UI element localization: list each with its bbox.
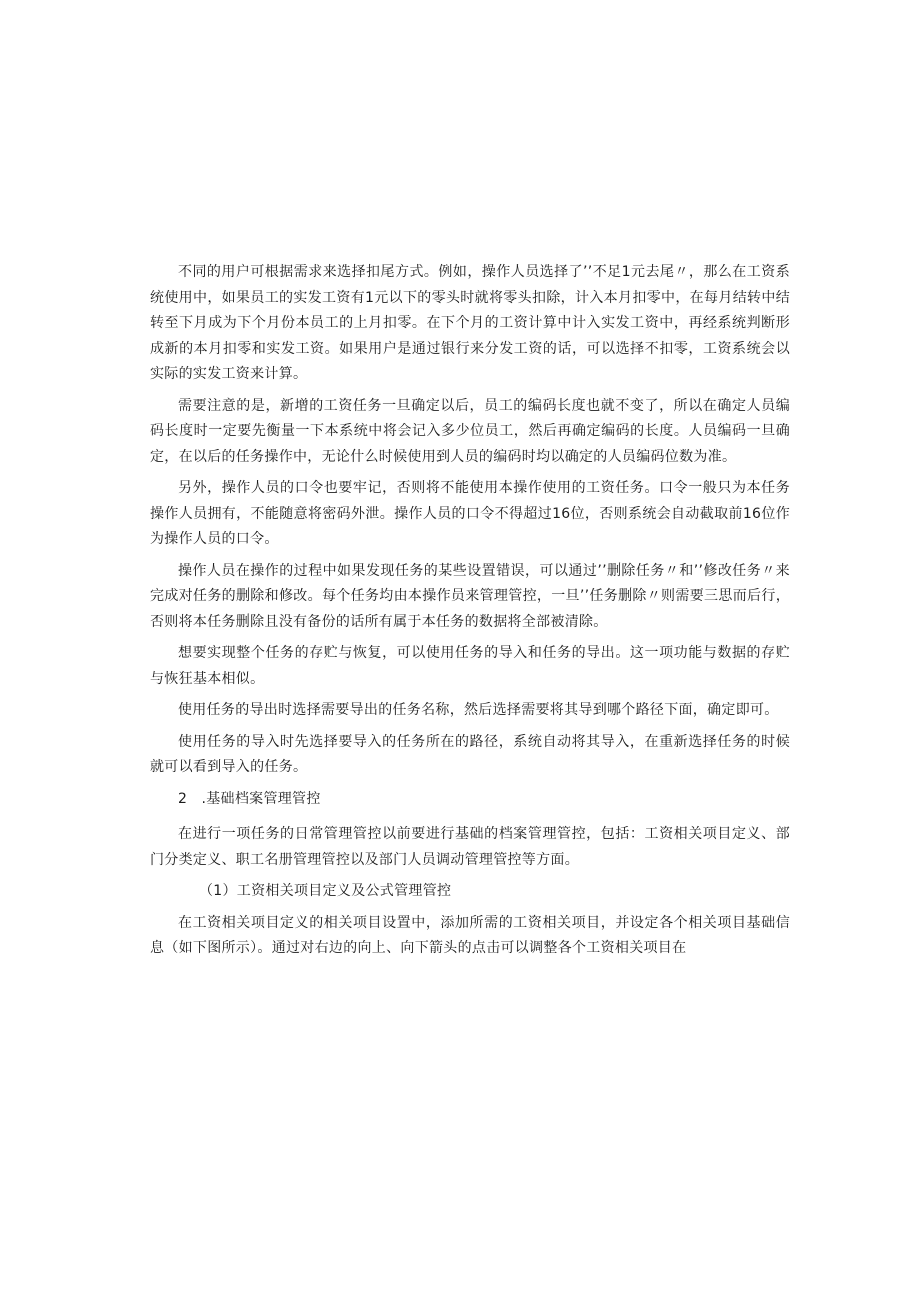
paragraph-deduction-method: 不同的用户可根据需求来选择扣尾方式。例如，操作人员选择了’’不足1元去尾〃，那么在工资系统使用中，如果员工的实发工资有1元以下的零头时就将零头扣除，计入本月扣零中，在每月结转中结转至下月成为下个月份本员工的上月扣零。在下个月的工资计算中计入实发工资中，再经系统判断形成新的本月扣零和实发工资。如果用户是通过银行来分发工资的话，可以选择不扣零，工资系统会以实际的实发工资来计算。 [150,264,790,382]
paragraph-delete-modify-task: 操作人员在操作的过程中如果发现任务的某些设置错误，可以通过’’删除任务〃和’’修改任务〃来完成对任务的删除和修改。每个任务均由本操作员来管理管控，一旦’’任务删除〃则需要三思而后行，否则将本任务删除且没有备份的话所有属于本任务的数据将全部被清除。 [150,562,790,630]
section-heading-basic-archives: 2 .基础档案管理管控 [178,790,321,807]
paragraph-basic-archives-intro: 在进行一项任务的日常管理管控以前要进行基础的档案管理管控，包括：工资相关项目定义、部门分类定义、职工名册管理管控以及部门人员调动管理管控等方面。 [150,826,790,868]
paragraph-salary-items-setup: 在工资相关项目定义的相关项目设置中，添加所需的工资相关项目，并设定各个相关项目基础信息（如下图所示）。通过对右边的向上、向下箭头的点击可以调整各个工资相关项目在 [150,914,790,956]
document-body [150,260,790,968]
paragraph-task-import-export: 想要实现整个任务的存贮与恢复，可以使用任务的导入和任务的导出。这一项功能与数据的存贮与恢狂基本相似。 [150,645,790,687]
paragraph-operator-password: 另外，操作人员的口令也要牢记，否则将不能使用本操作使用的工资任务。口令一般只为本任务操作人员拥有，不能随意将密码外泄。操作人员的口令不得超过16位，否则系统会自动截取前16位作为操作人员的口令。 [150,480,790,547]
paragraph-employee-code-length: 需要注意的是，新增的工资任务一旦确定以后，员工的编码长度也就不变了，所以在确定人员编码长度时一定要先衡量一下本系统中将会记入多少位员工，然后再确定编码的长度。人员编码一旦确定，在以后的任务操作中，无论什么时候使用到人员的编码时均以确定的人员编码位数为准。 [150,397,790,465]
subsection-heading-salary-items: （1）工资相关项目定义及公式管理管控 [199,883,452,899]
paragraph-task-export: 使用任务的导出时选择需要导出的任务名称，然后选择需要将其导到哪个路径下面，确定即可。 [178,702,779,718]
paragraph-task-import: 使用任务的导入时先选择要导入的任务所在的路径，系统自动将其导入，在重新选择任务的时候就可以看到导入的任务。 [150,733,790,775]
